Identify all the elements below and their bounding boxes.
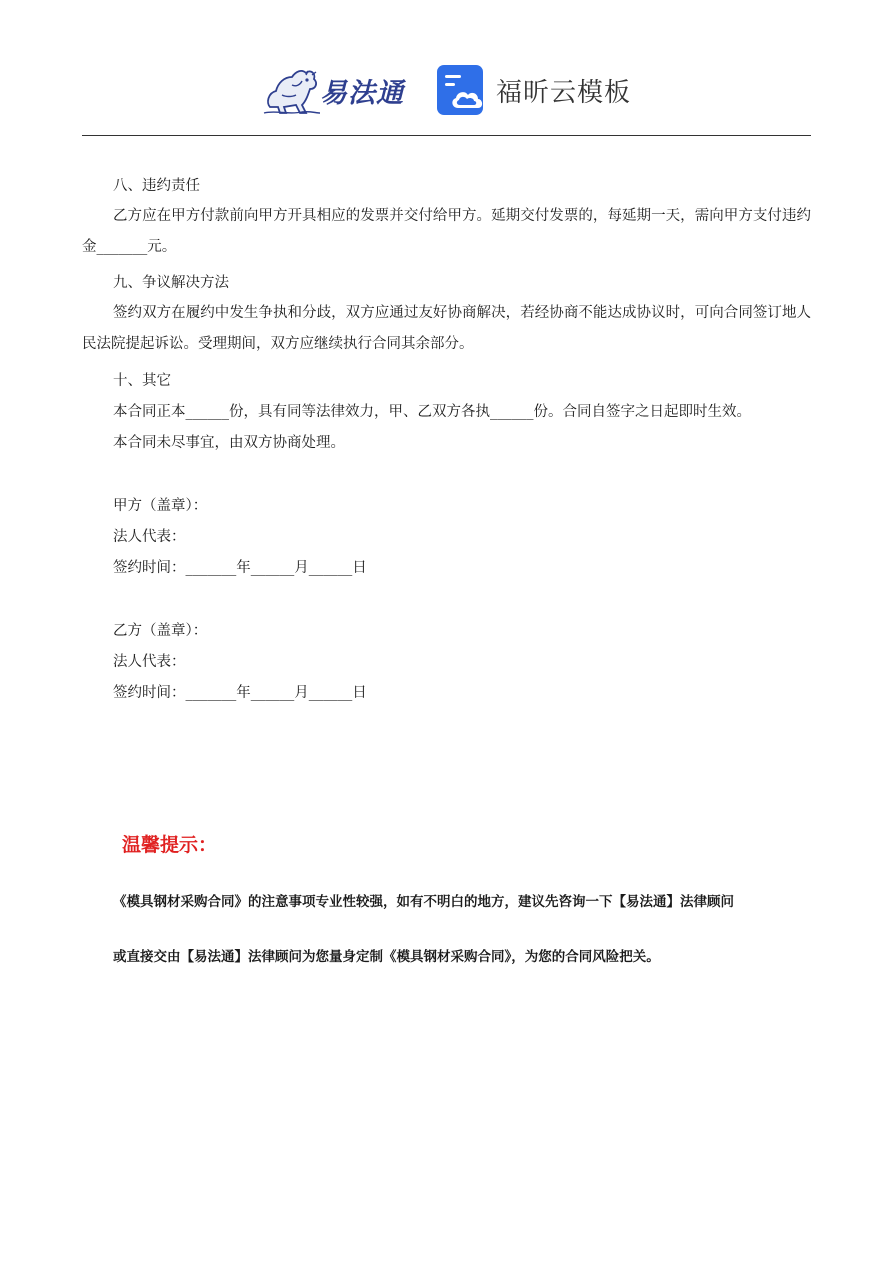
section-heading-dispute: 九、争议解决方法 <box>113 275 229 291</box>
yifatong-logo <box>262 62 404 118</box>
party-a-seal: 甲方（盖章）： <box>113 498 208 514</box>
qilin-icon <box>262 63 322 117</box>
section-line-unresolved: 本合同未尽事宜，由双方协商处理。 <box>113 435 345 451</box>
header-divider <box>82 135 811 136</box>
foxit-template-logo-text: 福昕云模板 <box>496 77 632 108</box>
section-body-dispute: 签约双方在履约中发生争执和分歧，双方应通过友好协商解决，若经协商不能达成协议时，可向合同签订地人民法院提起诉讼。受理期间，双方应继续执行合同其余部分。 <box>82 305 811 352</box>
yifatong-logo-text: 易法通 <box>320 77 404 109</box>
foxit-template-logo <box>436 64 631 116</box>
section-heading-breach: 八、违约责任 <box>113 178 200 194</box>
section-heading-other: 十、其它 <box>113 373 171 389</box>
section-body-breach: 乙方应在甲方付款前向甲方开具相应的发票并交付给甲方。延期交付发票的，每延期一天，需向甲方支付违约金_______元。 <box>82 208 811 255</box>
tips-line-2: 或直接交由【易法通】法律顾问为您量身定制《模具钢材采购合同》，为您的合同风险把关。 <box>113 949 660 965</box>
party-a-sign-date: 签约时间：_______年______月______日 <box>113 560 367 576</box>
page-header <box>0 58 893 122</box>
party-a-representative: 法人代表： <box>113 529 186 545</box>
tips-line-1: 《模具钢材采购合同》的注意事项专业性较强，如有不明白的地方，建议先咨询一下【易法通】法律顾问 <box>113 894 734 910</box>
section-line-copies: 本合同正本______份，具有同等法律效力，甲、乙双方各执______份。合同自签字之日起即时生效。 <box>113 404 751 420</box>
party-b-seal: 乙方（盖章）： <box>113 623 208 639</box>
tips-title: 温馨提示： <box>122 834 218 856</box>
party-b-sign-date: 签约时间：_______年______月______日 <box>113 685 367 701</box>
cloud-document-icon <box>436 64 488 116</box>
party-b-representative: 法人代表： <box>113 654 186 670</box>
